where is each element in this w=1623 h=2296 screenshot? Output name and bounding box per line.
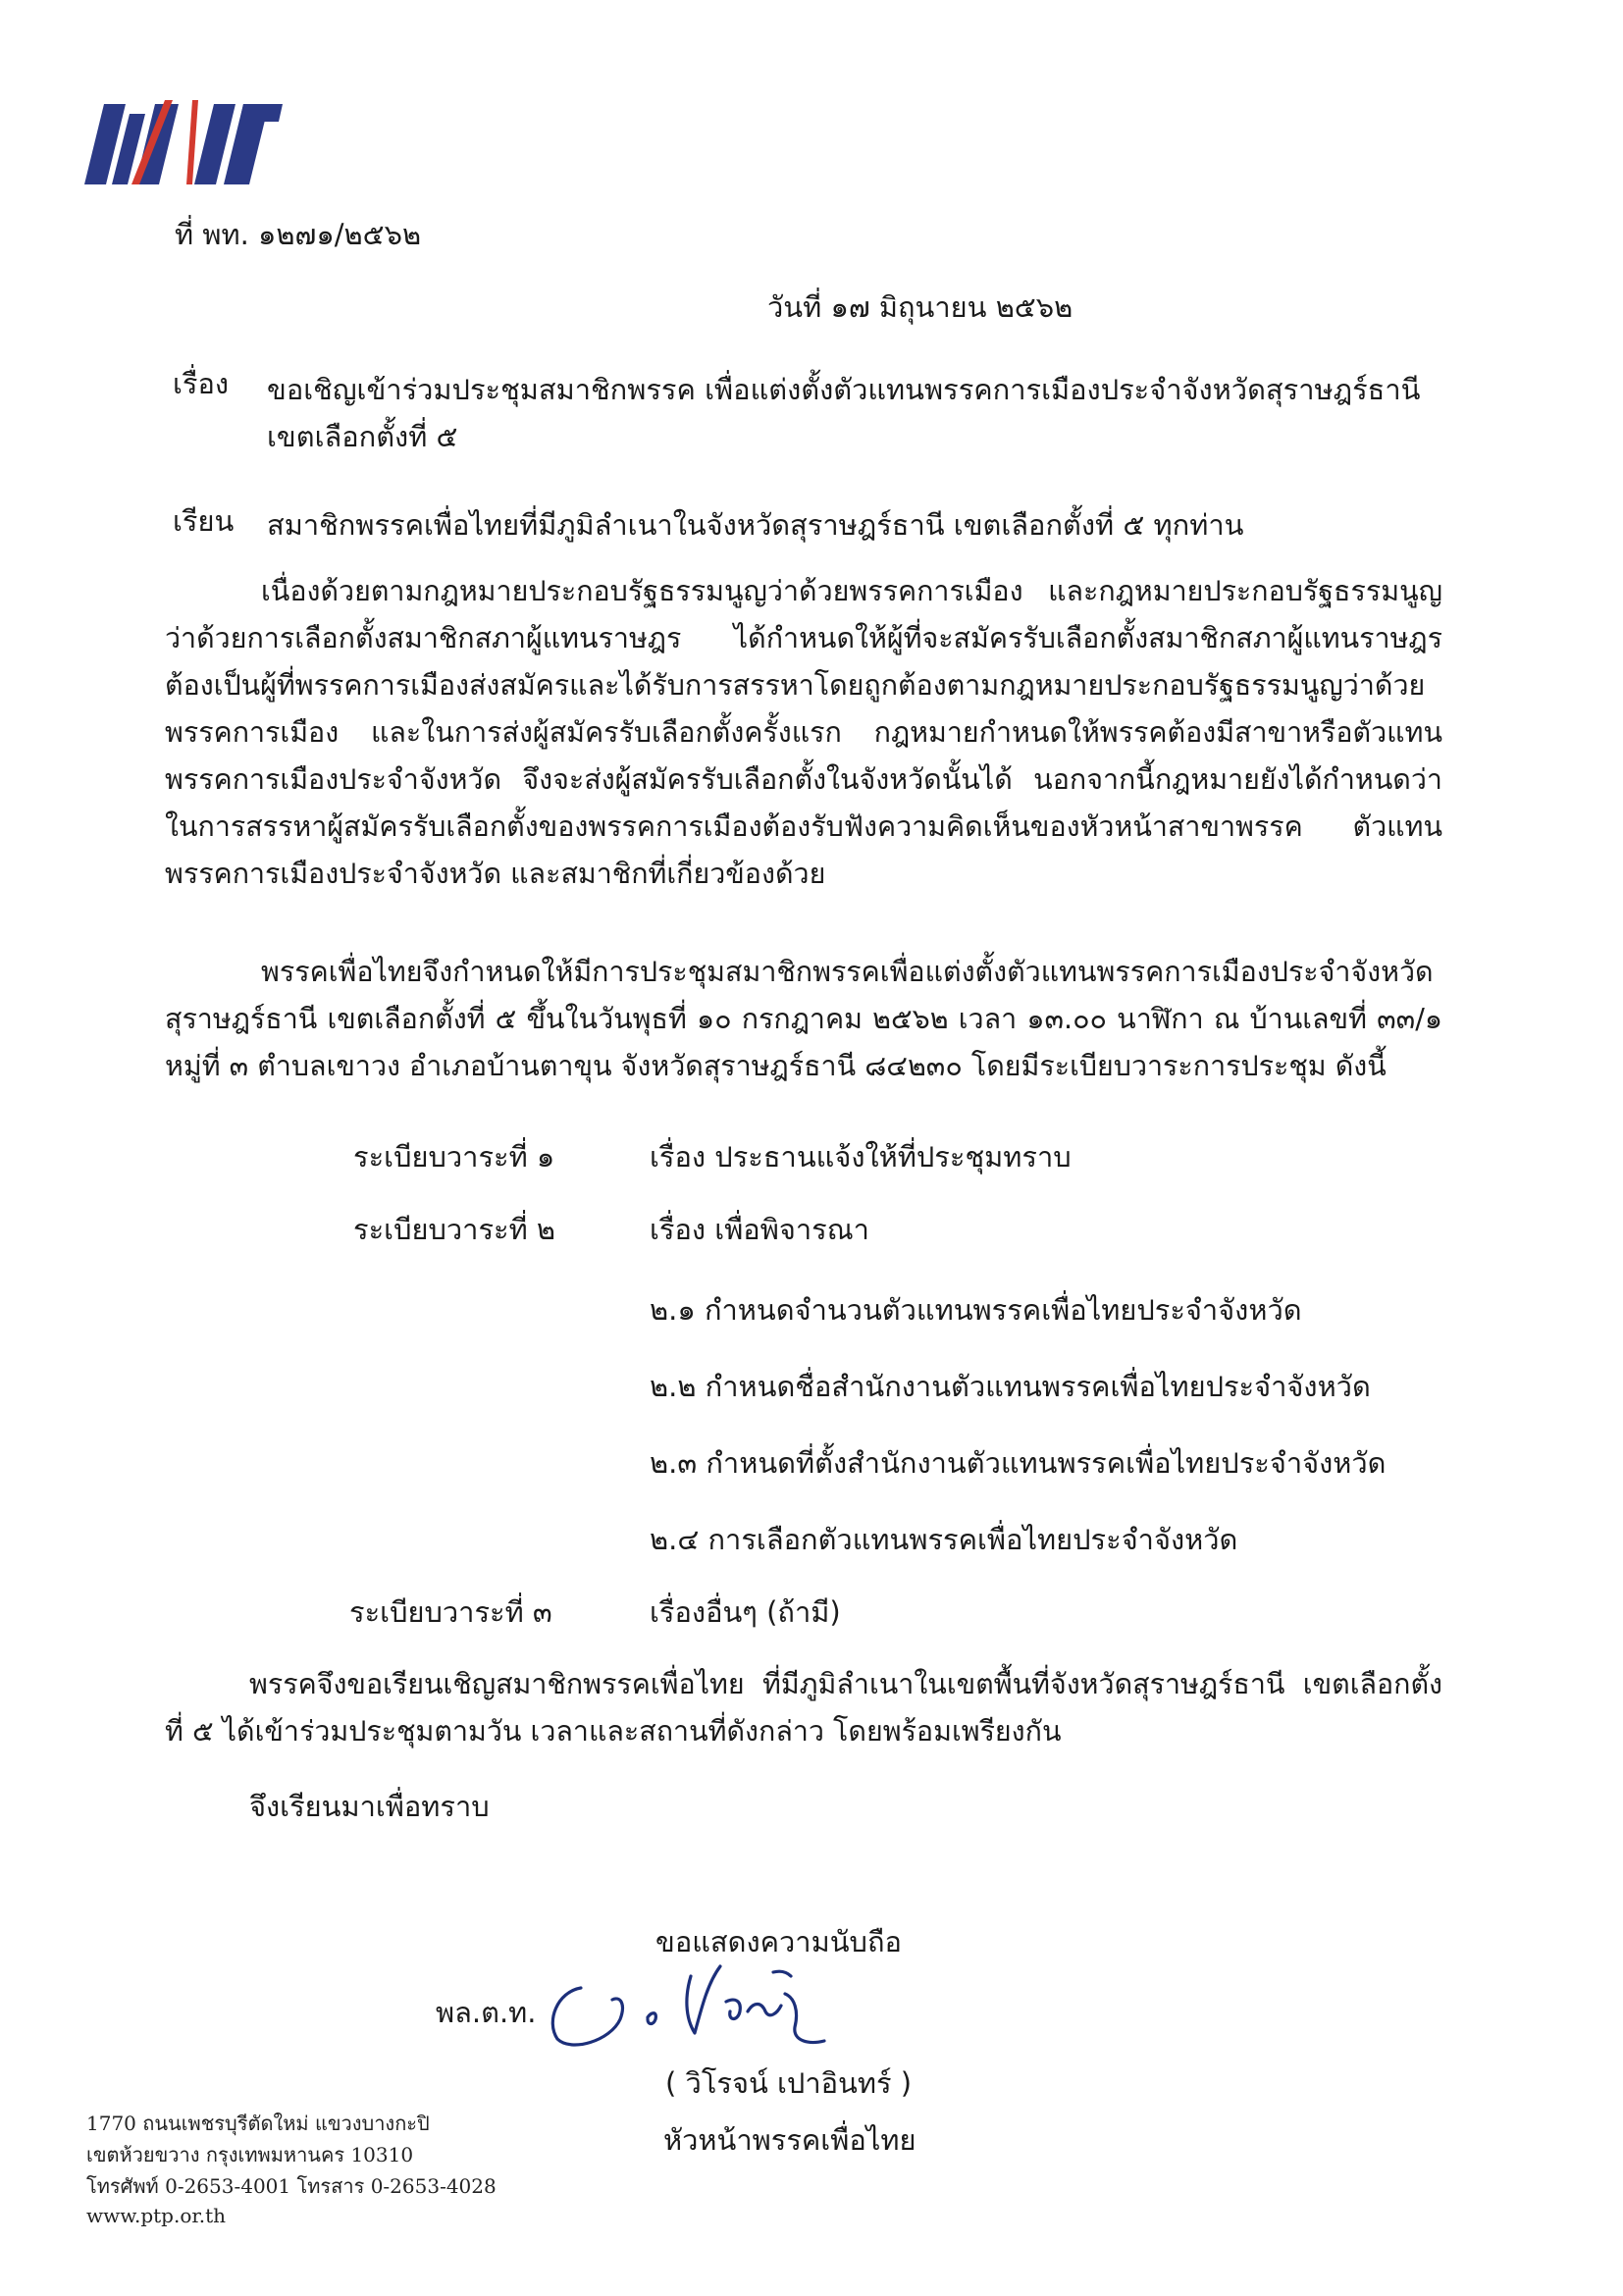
agenda-item-2-topic: เรื่อง เพื่อพิจารณา	[650, 1213, 869, 1246]
footer-address-line-1: 1770 ถนนเพชรบุรีตัดใหม่ แขวงบางกะปิ	[86, 2112, 430, 2135]
agenda-item-1-label: ระเบียบวาระที่ ๑	[353, 1140, 555, 1174]
handwritten-signature	[538, 1943, 881, 2061]
body-paragraph-2: พรรคเพื่อไทยจึงกำหนดให้มีการประชุมสมาชิกพรรคเพื่อแต่งตั้งตัวแทนพรรคการเมืองประจำจังหวัดสุราษฎร์ธานี เขตเลือกตั้งที่ ๕ ขึ้นในวันพุธที่ ๑๐ กรกฎาคม ๒๕๖๒ เวลา ๑๓.๐๐ นาฬิกา ณ บ้านเลขที่ ๓๓/๑ หมู่ที่ ๓ ตำบลเขาวง อำเภอบ้านตาขุน จังหวัดสุราษฎร์ธานี ๘๔๒๓๐ โดยมีระเบียบวาระการประชุม ดังนี้	[165, 955, 1442, 1082]
signer-name: ( วิโรจน์ เปาอินทร์ )	[665, 2066, 913, 2100]
salutation-label: เรียน	[173, 504, 235, 538]
subject-line-1: ขอเชิญเข้าร่วมประชุมสมาชิกพรรค เพื่อแต่งตั้งตัวแทนพรรคการเมืองประจำจังหวัดสุราษฎร์ธานี	[267, 373, 1421, 406]
agenda-item-3-label: ระเบียบวาระที่ ๓	[349, 1595, 552, 1629]
agenda-sub-item-2-2: ๒.๒ กำหนดชื่อสำนักงานตัวแทนพรรคเพื่อไทยประจำจังหวัด	[650, 1370, 1371, 1403]
footer-address-line-2: เขตห้วยขวาง กรุงเทพมหานคร 10310	[86, 2143, 414, 2166]
agenda-item-3-topic: เรื่องอื่นๆ (ถ้ามี)	[650, 1595, 841, 1629]
closing-line: จึงเรียนมาเพื่อทราบ	[249, 1790, 490, 1823]
agenda-item-1-topic: เรื่อง ประธานแจ้งให้ที่ประชุมทราบ	[650, 1140, 1072, 1174]
signer-rank: พล.ต.ท.	[436, 1996, 537, 2029]
document-number: ที่ พท. ๑๒๗๑/๒๕๖๒	[175, 218, 422, 251]
subject-line-2: เขตเลือกตั้งที่ ๕	[267, 420, 458, 453]
sign-off: ขอแสดงความนับถือ	[655, 1925, 902, 1958]
body-paragraph-1: เนื่องด้วยตามกฎหมายประกอบรัฐธรรมนูญว่าด้วยพรรคการเมือง และกฎหมายประกอบรัฐธรรมนูญว่าด้วยการเลือกตั้งสมาชิกสภาผู้แทนราษฎร ได้กำหนดให้ผู้ที่จะสมัครรับเลือกตั้งสมาชิกสภาผู้แทนราษฎรต้องเป็นผู้ที่พรรคการเมืองส่งสมัครและได้รับการสรรหาโดยถูกต้องตามกฎหมายประกอบรัฐธรรมนูญว่าด้วยพรรคการเมือง และในการส่งผู้สมัครรับเลือกตั้งครั้งแรก กฎหมายกำหนดให้พรรคต้องมีสาขาหรือตัวแทนพรรคการเมืองประจำจังหวัด จึงจะส่งผู้สมัครรับเลือกตั้งในจังหวัดนั้นได้ นอกจากนี้กฎหมายยังได้กำหนดว่าในการสรรหาผู้สมัครรับเลือกตั้งของพรรคการเมืองต้องรับฟังความคิดเห็นของหัวหน้าสาขาพรรค ตัวแทนพรรคการเมืองประจำจังหวัด และสมาชิกที่เกี่ยวข้องด้วย	[165, 574, 1442, 890]
document-date: วันที่ ๑๗ มิถุนายน ๒๕๖๒	[767, 290, 1073, 324]
salutation-text: สมาชิกพรรคเพื่อไทยที่มีภูมิลำเนาในจังหวัดสุราษฎร์ธานี เขตเลือกตั้งที่ ๕ ทุกท่าน	[267, 508, 1244, 542]
subject-label: เรื่อง	[173, 367, 230, 400]
agenda-sub-item-2-4: ๒.๔ การเลือกตัวแทนพรรคเพื่อไทยประจำจังหวัด	[650, 1523, 1238, 1556]
agenda-item-2-label: ระเบียบวาระที่ ๒	[353, 1213, 556, 1246]
footer-phone-fax: โทรศัพท์ 0-2653-4001 โทรสาร 0-2653-4028	[86, 2174, 497, 2198]
party-logo	[77, 94, 290, 188]
agenda-sub-item-2-1: ๒.๑ กำหนดจำนวนตัวแทนพรรคเพื่อไทยประจำจังหวัด	[650, 1293, 1302, 1327]
signer-title: หัวหน้าพรรคเพื่อไทย	[663, 2123, 916, 2157]
body-paragraph-3: พรรคจึงขอเรียนเชิญสมาชิกพรรคเพื่อไทย ที่มีภูมิลำเนาในเขตพื้นที่จังหวัดสุราษฎร์ธานี เขตเลือกตั้งที่ ๕ ได้เข้าร่วมประชุมตามวัน เวลาและสถานที่ดังกล่าว โดยพร้อมเพรียงกัน	[165, 1667, 1442, 1748]
footer-website: www.ptp.or.th	[86, 2204, 227, 2227]
agenda-sub-item-2-3: ๒.๓ กำหนดที่ตั้งสำนักงานตัวแทนพรรคเพื่อไทยประจำจังหวัด	[650, 1446, 1387, 1480]
